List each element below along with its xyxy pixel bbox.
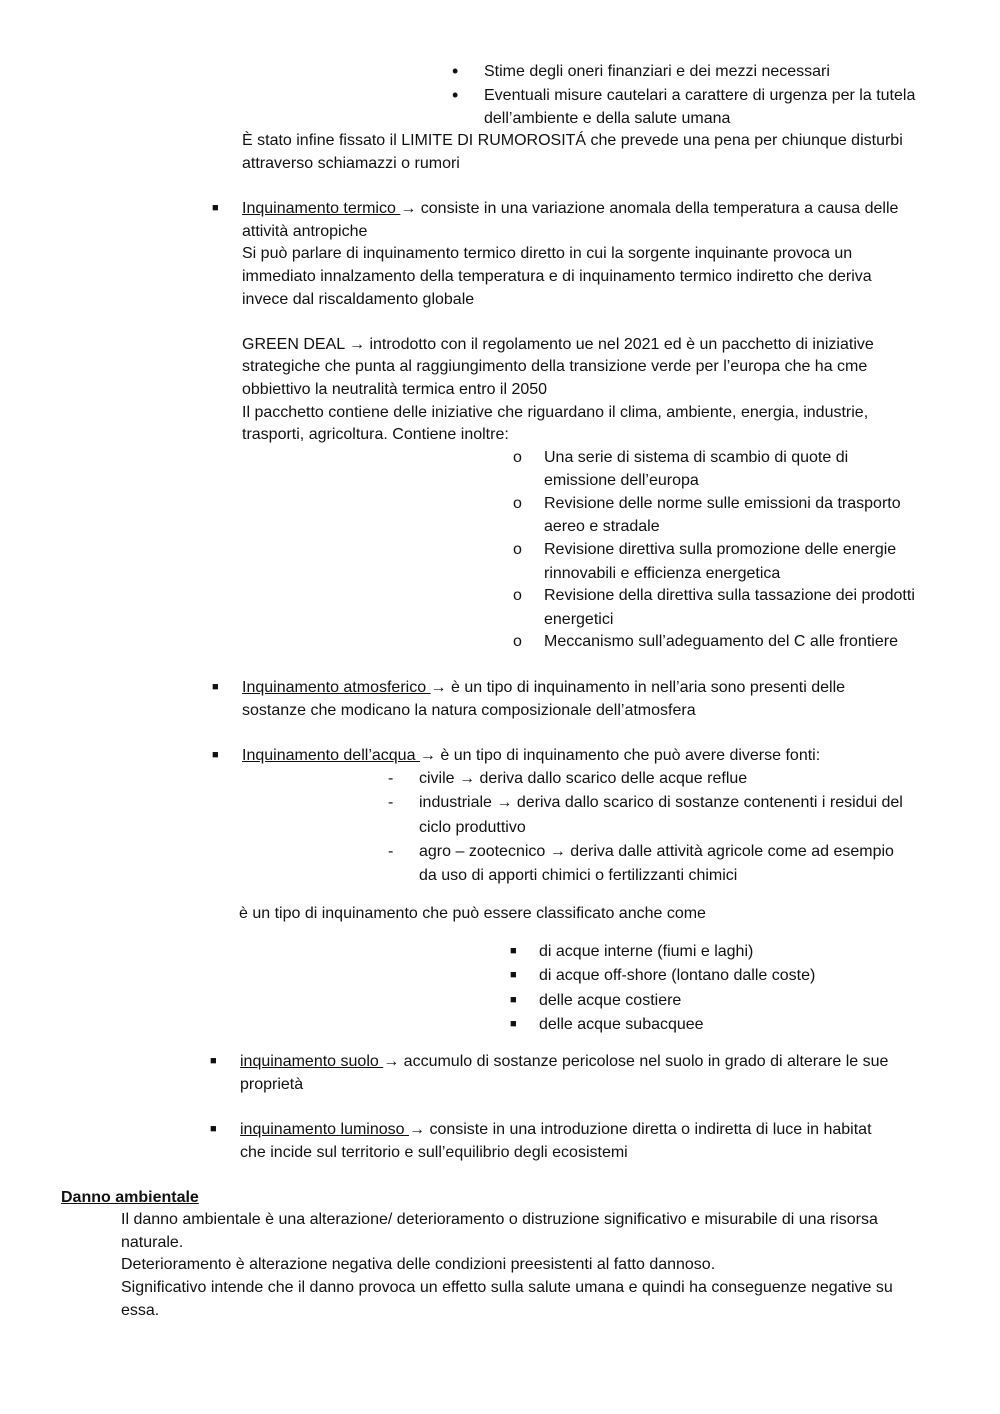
square-bullet-icon: ■: [510, 994, 517, 1006]
bullet-icon: •: [452, 61, 459, 81]
paragraph-line: naturale.: [121, 1234, 184, 1251]
arrow-icon: →: [419, 747, 436, 764]
paragraph-line: invece dal riscaldamento globale: [242, 291, 475, 308]
paragraph-line: strategiche che punta al raggiungimento della transizione verde per l’europa che ha cme: [242, 358, 868, 375]
circle-bullet-icon: o: [513, 587, 522, 604]
circle-bullet-icon: o: [513, 449, 522, 466]
acqua-definition: è un tipo di inquinamento che può avere diverse fonti:: [440, 747, 821, 764]
termico-term: Inquinamento termico: [242, 200, 401, 217]
paragraph-line: proprietà: [240, 1076, 304, 1093]
paragraph-line: Il pacchetto contiene delle iniziative che riguardano il clima, ambiente, energia, industrie,: [242, 404, 869, 421]
bullet-icon: •: [452, 85, 459, 105]
list-item: Revisione delle norme sulle emissioni da trasporto: [544, 495, 901, 512]
paragraph-line: Il danno ambientale è una alterazione/ deterioramento o distruzione significativo e misurabile di una risorsa: [121, 1211, 878, 1228]
paragraph-line: Deterioramento è alterazione negativa delle condizioni preesistenti al fatto dannoso.: [121, 1256, 716, 1273]
square-bullet-icon: ■: [510, 945, 517, 957]
termico-heading-line: [242, 197, 898, 220]
square-bullet-icon: ■: [510, 1018, 517, 1030]
termico-definition: consiste in una variazione anomala della temperatura a causa delle: [420, 200, 899, 217]
paragraph-line: attività antropiche: [242, 223, 368, 240]
list-item: delle acque costiere: [539, 992, 682, 1009]
list-item: Revisione della direttiva sulla tassazione dei prodotti: [544, 587, 915, 604]
luminoso-definition: consiste in una introduzione diretta o indiretta di luce in habitat: [429, 1121, 872, 1138]
arrow-icon: →: [409, 1121, 425, 1138]
list-item-continuation: dell’ambiente e della salute umana: [484, 110, 731, 127]
list-item: delle acque subacquee: [539, 1016, 704, 1033]
square-bullet-icon: ■: [210, 1123, 217, 1135]
list-item: di acque off-shore (lontano dalle coste): [539, 967, 816, 984]
list-item: industriale → deriva dallo scarico di sostanze contenenti i residui del: [419, 794, 903, 811]
paragraph-line: Si può parlare di inquinamento termico diretto in cui la sorgente inquinante provoca un: [242, 245, 853, 262]
dash-bullet-icon: -: [388, 794, 394, 811]
paragraph-line: È stato infine fissato il LIMITE DI RUMOROSITÁ che prevede una pena per chiunque disturbi: [242, 132, 903, 149]
list-item: Eventuali misure cautelari a carattere di urgenza per la tutela: [484, 87, 916, 104]
arrow-icon: →: [400, 200, 417, 217]
circle-bullet-icon: o: [513, 541, 522, 558]
list-item: Una serie di sistema di scambio di quote di: [544, 449, 849, 466]
atmosferico-heading-line: [242, 676, 845, 699]
list-item: Stime degli oneri finanziari e dei mezzi necessari: [484, 63, 830, 80]
luminoso-heading-line: [240, 1118, 872, 1141]
paragraph-line: essa.: [121, 1302, 160, 1319]
square-bullet-icon: ■: [212, 202, 219, 214]
paragraph-line: che incide sul territorio e sull’equilibrio degli ecosistemi: [240, 1144, 628, 1161]
list-item-continuation: energetici: [544, 611, 614, 628]
paragraph-line: GREEN DEAL → introdotto con il regolamento ue nel 2021 ed è un pacchetto di iniziative: [242, 336, 874, 353]
list-item: agro – zootecnico → deriva dalle attività agricole come ad esempio: [419, 843, 894, 860]
suolo-definition: accumulo di sostanze pericolose nel suolo in grado di alterare le sue: [403, 1053, 889, 1070]
list-item: Meccanismo sull’adeguamento del C alle frontiere: [544, 633, 898, 650]
square-bullet-icon: ■: [212, 681, 219, 693]
list-item-continuation: rinnovabili e efficienza energetica: [544, 565, 781, 582]
suolo-term: inquinamento suolo: [240, 1053, 384, 1070]
paragraph-line: immediato innalzamento della temperatura e di inquinamento termico indiretto che deriva: [242, 268, 872, 285]
paragraph-line: trasporti, agricoltura. Contiene inoltre:: [242, 426, 509, 443]
dash-bullet-icon: -: [388, 770, 394, 787]
paragraph-line: attraverso schiamazzi o rumori: [242, 155, 460, 172]
square-bullet-icon: ■: [510, 969, 517, 981]
square-bullet-icon: ■: [210, 1055, 217, 1067]
section-heading: Danno ambientale: [61, 1189, 199, 1206]
list-item-continuation: da uso di apporti chimici o fertilizzanti chimici: [419, 867, 738, 884]
atmosferico-definition: è un tipo di inquinamento in nell’aria sono presenti delle: [451, 679, 846, 696]
list-item-continuation: aereo e stradale: [544, 518, 660, 535]
circle-bullet-icon: o: [513, 495, 522, 512]
acqua-term: Inquinamento dell’acqua: [242, 747, 420, 764]
dash-bullet-icon: -: [388, 843, 394, 860]
paragraph-line: è un tipo di inquinamento che può essere classificato anche come: [239, 905, 706, 922]
list-item: Revisione direttiva sulla promozione delle energie: [544, 541, 897, 558]
acqua-heading-line: [242, 744, 820, 767]
list-item: di acque interne (fiumi e laghi): [539, 943, 754, 960]
list-item: civile → deriva dallo scarico delle acque reflue: [419, 770, 748, 787]
square-bullet-icon: ■: [212, 749, 219, 761]
paragraph-line: obbiettivo la neutralità termica entro il 2050: [242, 381, 548, 398]
circle-bullet-icon: o: [513, 633, 522, 650]
atmosferico-term: Inquinamento atmosferico: [242, 679, 431, 696]
paragraph-line: Significativo intende che il danno provoca un effetto sulla salute umana e quindi ha conseguenze negative su: [121, 1279, 893, 1296]
arrow-icon: →: [430, 679, 447, 696]
luminoso-term: inquinamento luminoso: [240, 1121, 409, 1138]
arrow-icon: →: [383, 1053, 400, 1070]
list-item-continuation: ciclo produttivo: [419, 819, 526, 836]
suolo-heading-line: [240, 1050, 888, 1073]
paragraph-line: sostanze che modicano la natura composizionale dell’atmosfera: [242, 702, 696, 719]
list-item-continuation: emissione dell’europa: [544, 472, 699, 489]
